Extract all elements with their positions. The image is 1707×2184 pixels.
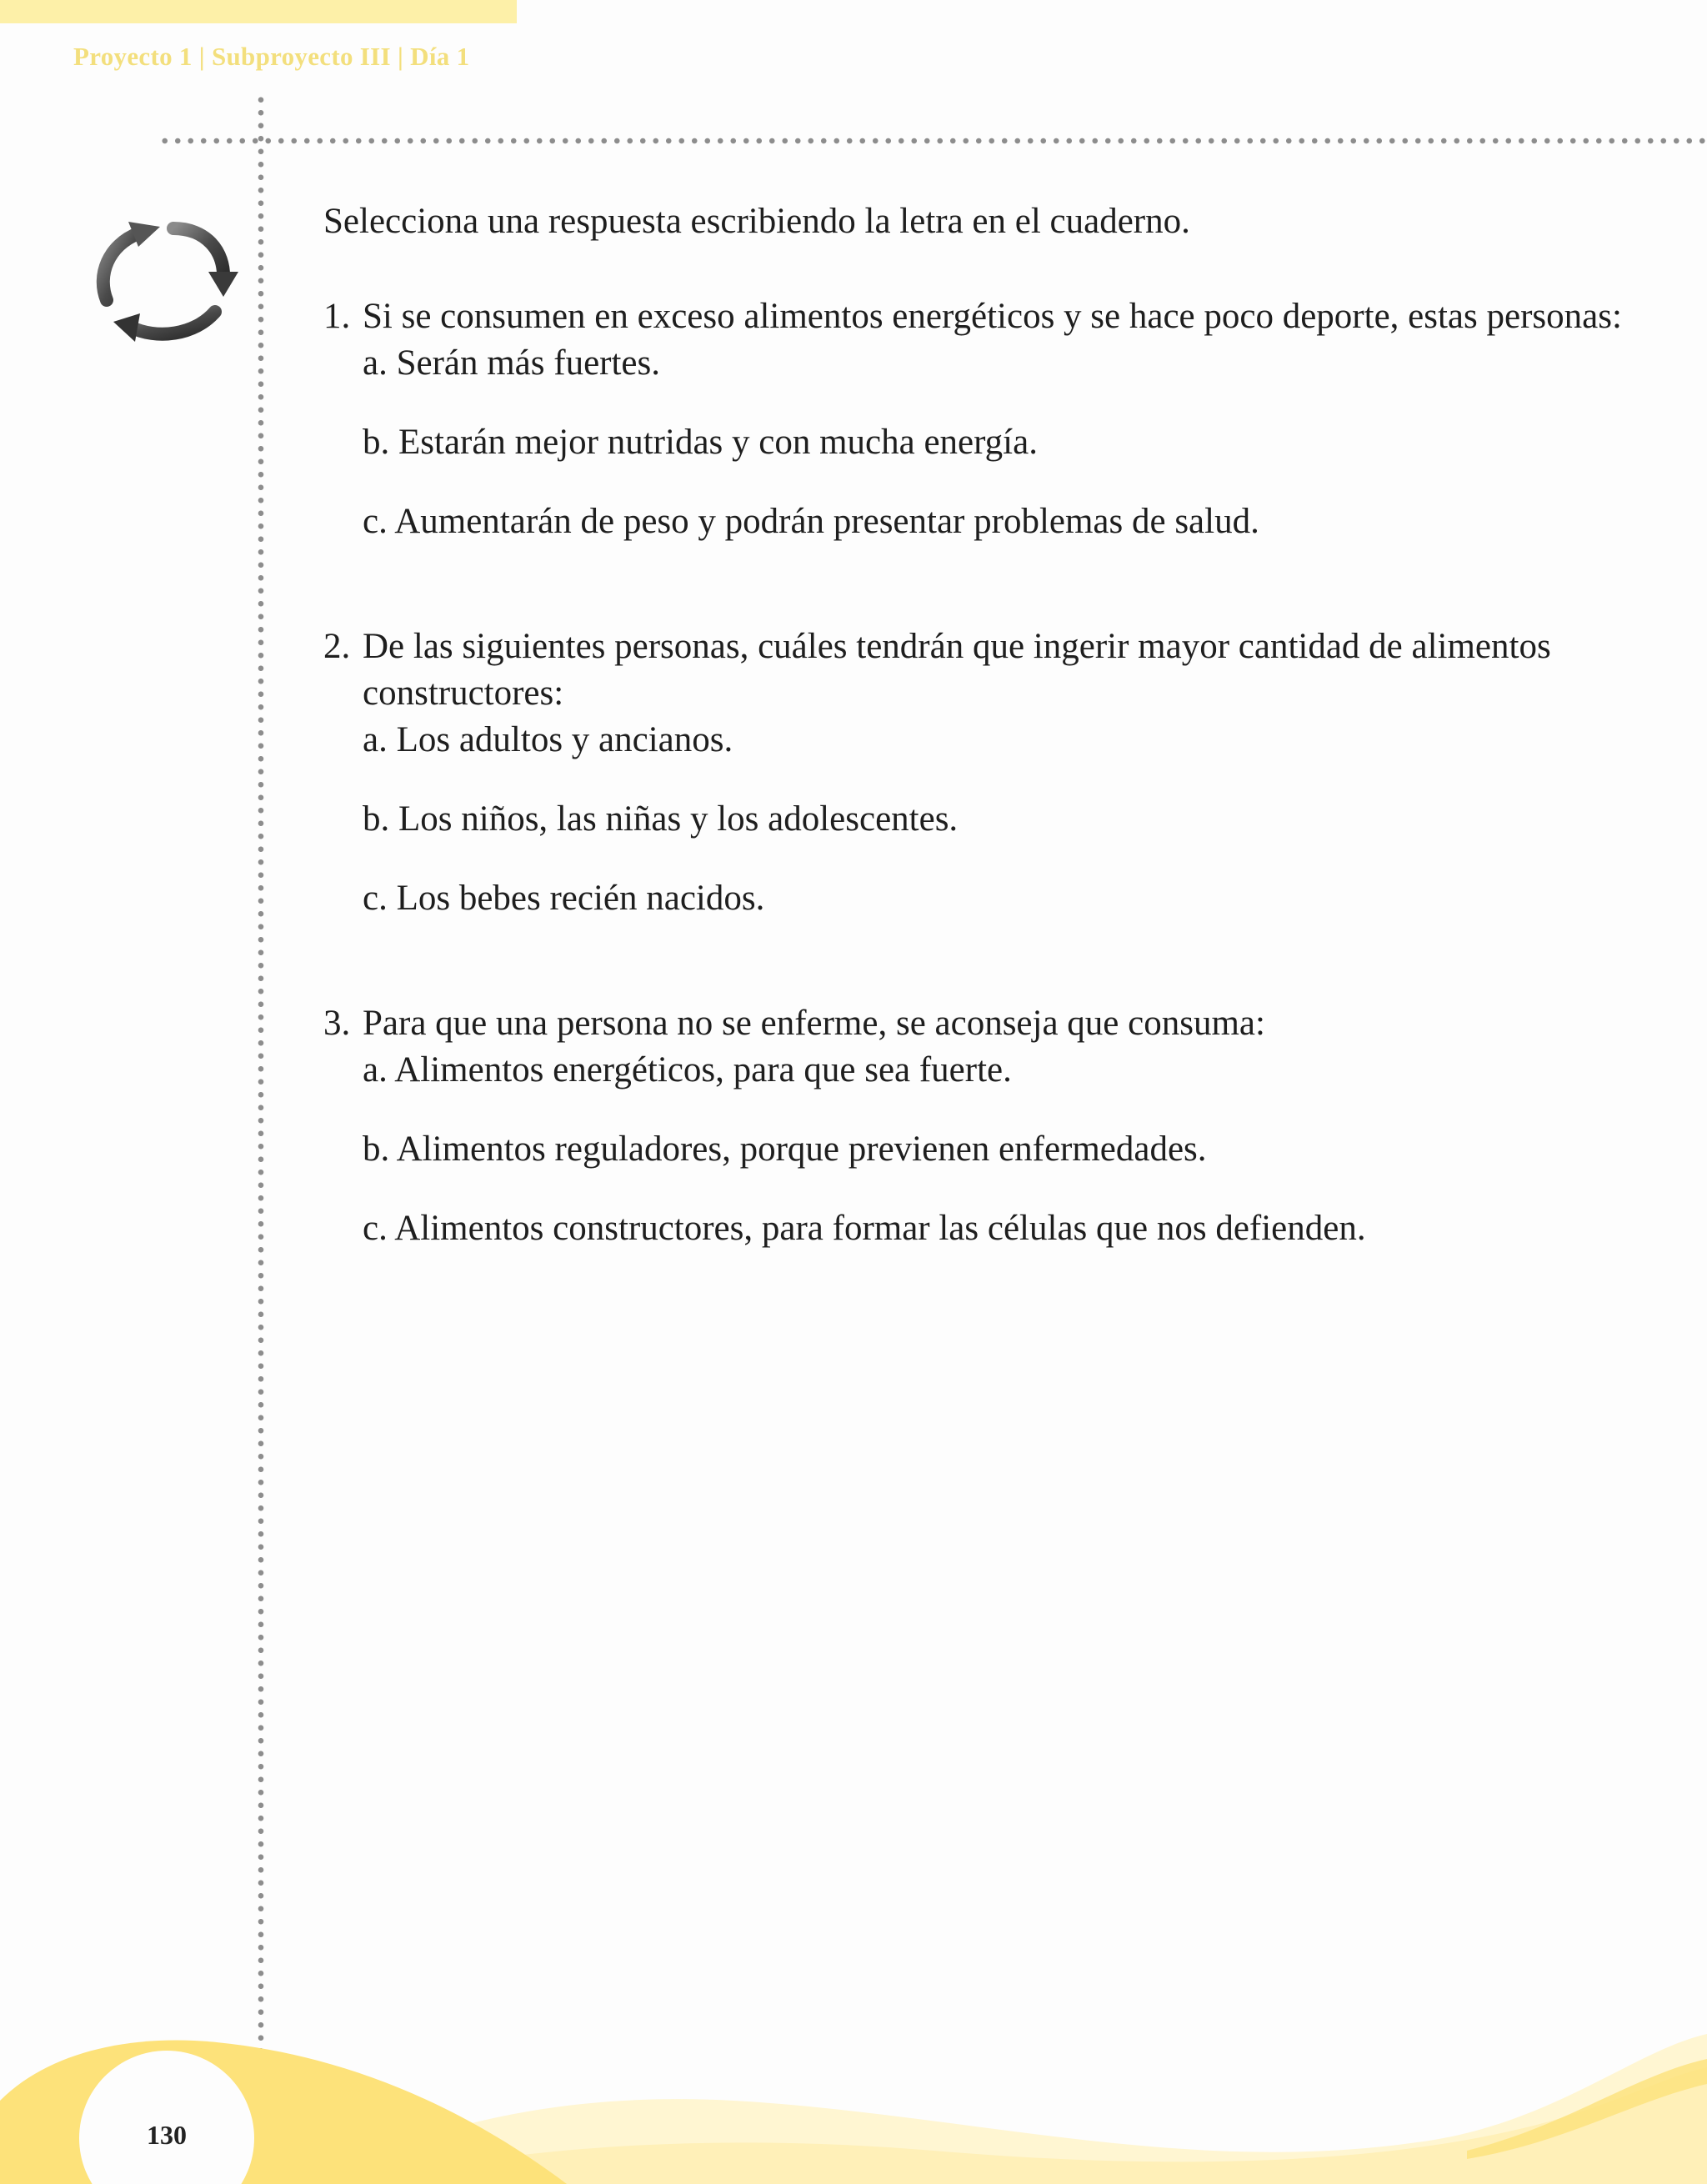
answer-option: c. Los bebes recién nacidos. <box>363 879 765 918</box>
recycle-arrows-icon <box>90 210 248 352</box>
question-1 <box>323 293 1624 545</box>
answer-option: a. Serán más fuertes. <box>363 343 660 383</box>
question-number: 3. <box>323 1004 351 1043</box>
header-breadcrumb: Proyecto 1 | Subproyecto III | Día 1 <box>73 42 470 71</box>
answer-option: a. Los adultos y ancianos. <box>363 720 733 759</box>
question-text: De las siguientes personas, cuáles tendrán que ingerir mayor cantidad de alimentos constructores: <box>363 627 1551 713</box>
question-3 <box>323 1000 1624 1252</box>
footer-wave-decoration <box>0 2001 1707 2184</box>
question-2 <box>323 624 1624 922</box>
question-number: 1. <box>323 297 351 336</box>
answer-option: a. Alimentos energéticos, para que sea fuerte. <box>363 1050 1012 1089</box>
page-number: 130 <box>147 2120 187 2150</box>
vertical-dotted-divider <box>257 93 265 2061</box>
horizontal-dotted-divider <box>158 138 1707 144</box>
answer-option: b. Alimentos reguladores, porque previenen enfermedades. <box>363 1130 1207 1169</box>
question-text: Si se consumen en exceso alimentos energéticos y se hace poco deporte, estas personas: <box>363 297 1622 336</box>
instruction-text: Selecciona una respuesta escribiendo la letra en el cuaderno. <box>323 202 1190 241</box>
question-number: 2. <box>323 627 351 666</box>
question-text: Para que una persona no se enferme, se aconseja que consuma: <box>363 1004 1265 1043</box>
answer-option: b. Los niños, las niñas y los adolescentes. <box>363 799 959 839</box>
header-bar <box>0 0 517 23</box>
exercise-content <box>323 198 1624 1330</box>
answer-option: c. Aumentarán de peso y podrán presentar problemas de salud. <box>363 502 1259 541</box>
answer-option: c. Alimentos constructores, para formar las células que nos defienden. <box>363 1209 1366 1248</box>
answer-option: b. Estarán mejor nutridas y con mucha energía. <box>363 423 1038 462</box>
